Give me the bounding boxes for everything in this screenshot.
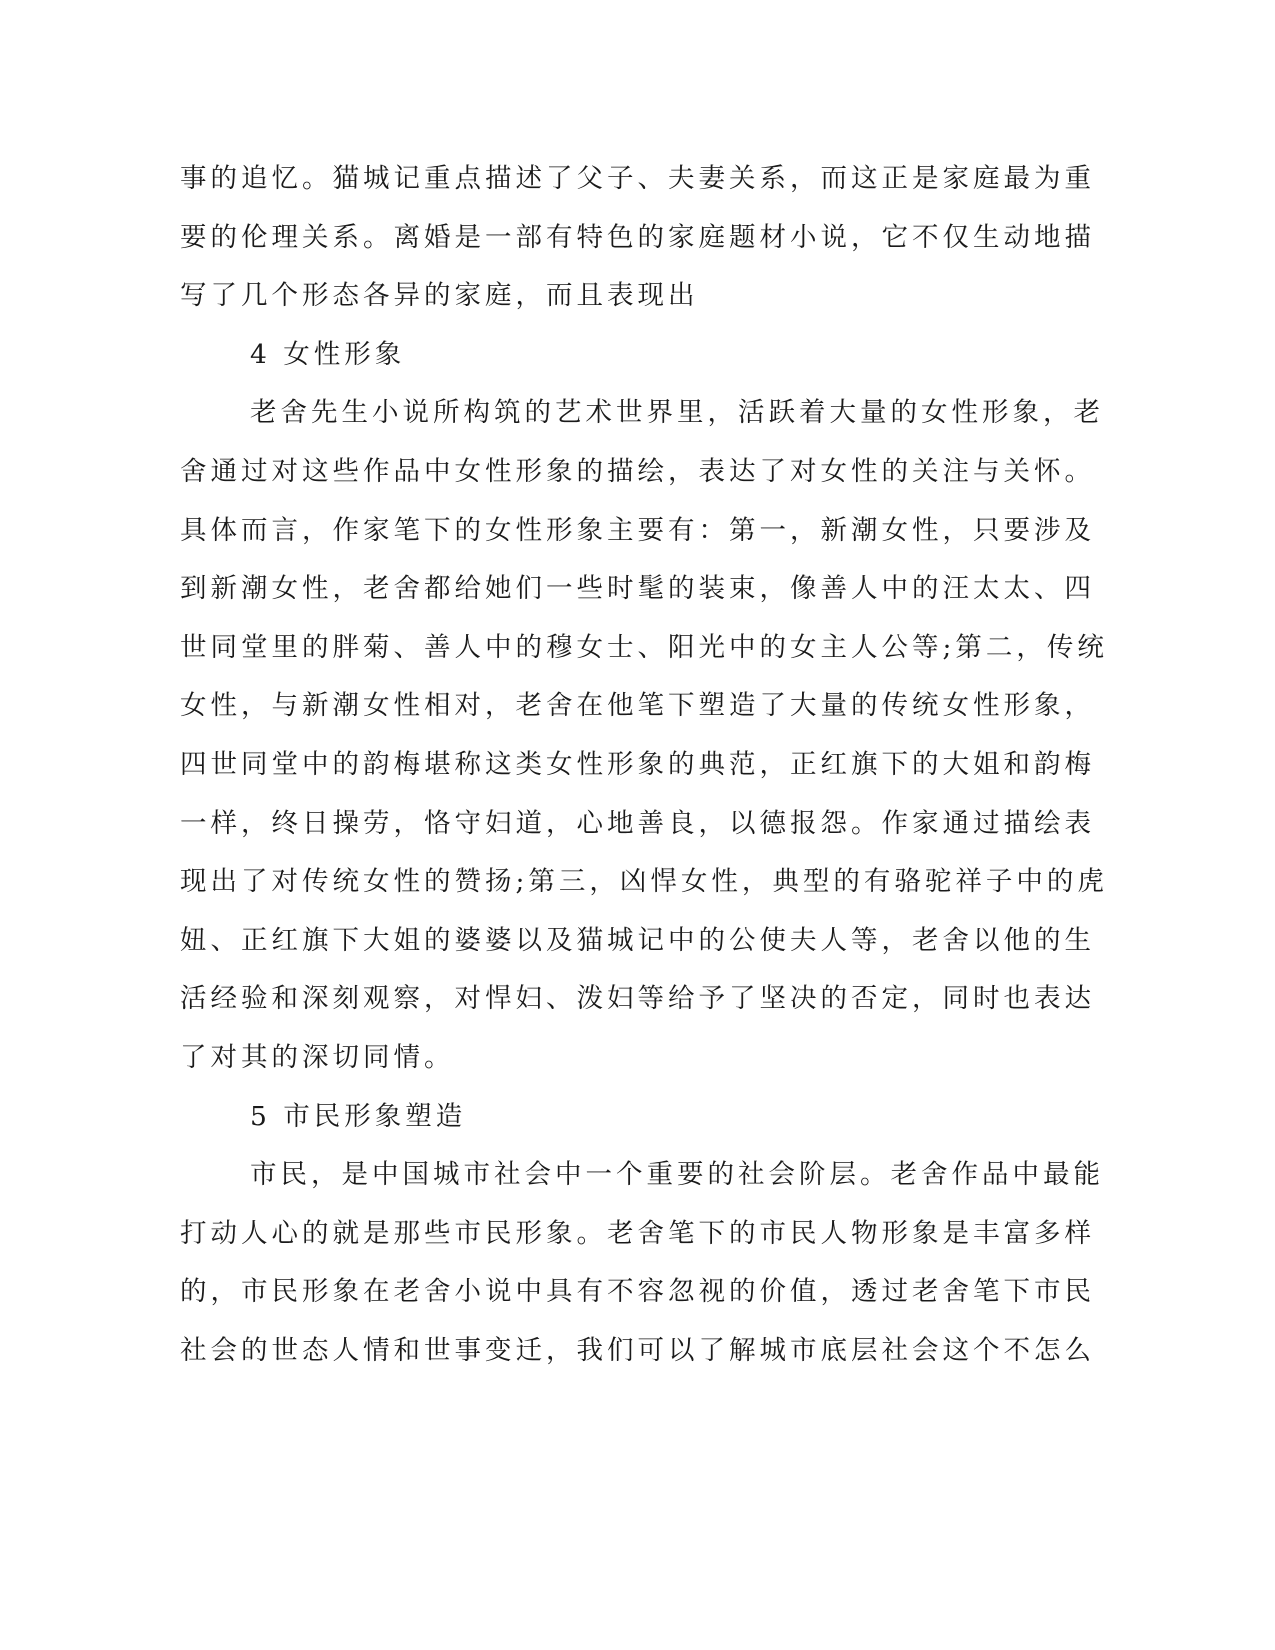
paragraph-family-themes — [180, 150, 1095, 326]
text-line: 打动人心的就是那些市民形象。老舍笔下的市民人物形象是丰富多样 — [180, 1217, 1095, 1249]
text-line: 四世同堂中的韵梅堪称这类女性形象的典范，正红旗下的大姐和韵梅 — [180, 748, 1095, 780]
text-line: 了对其的深切同情。 — [180, 1041, 455, 1073]
text-line: 事的追忆。猫城记重点描述了父子、夫妻关系，而这正是家庭最为重 — [180, 163, 1095, 194]
text-line: 写了几个形态各异的家庭，而且表现出 — [180, 280, 699, 312]
text-line: 妞、正红旗下大姐的婆婆以及猫城记中的公使夫人等，老舍以他的生 — [180, 924, 1095, 956]
text-line: 女性，与新潮女性相对，老舍在他笔下塑造了大量的传统女性形象， — [180, 690, 1095, 722]
text-line: 一样，终日操劳，恪守妇道，心地善良，以德报怨。作家通过描绘表 — [180, 807, 1095, 839]
text-line: 现出了对传统女性的赞扬;第三，凶悍女性，典型的有骆驼祥子中的虎 — [180, 866, 1108, 898]
text-line: 舍通过对这些作品中女性形象的描绘，表达了对女性的关注与关怀。 — [180, 455, 1095, 487]
section-heading-female-images: 4 女性形象 — [250, 338, 406, 370]
section-heading-citizen-images: 5 市民形象塑造 — [250, 1100, 467, 1132]
text-line: 的，市民形象在老舍小说中具有不容忽视的价值，透过老舍笔下市民 — [180, 1276, 1095, 1308]
text-line: 市民，是中国城市社会中一个重要的社会阶层。老舍作品中最能 — [250, 1159, 1104, 1191]
text-line: 社会的世态人情和世事变迁，我们可以了解城市底层社会这个不怎么 — [180, 1334, 1095, 1366]
paragraph-female-images — [180, 384, 1108, 1087]
text-line: 到新潮女性，老舍都给她们一些时髦的装束，像善人中的汪太太、四 — [180, 573, 1095, 605]
paragraph-citizen-images — [180, 1146, 1104, 1380]
text-line: 老舍先生小说所构筑的艺术世界里，活跃着大量的女性形象，老 — [250, 397, 1104, 429]
document-body — [180, 150, 1108, 1380]
text-line: 活经验和深刻观察，对悍妇、泼妇等给予了坚决的否定，同时也表达 — [180, 983, 1095, 1015]
text-line: 具体而言，作家笔下的女性形象主要有：第一，新潮女性，只要涉及 — [180, 514, 1095, 546]
text-line: 世同堂里的胖菊、善人中的穆女士、阳光中的女主人公等;第二，传统 — [180, 631, 1108, 663]
text-line: 要的伦理关系。离婚是一部有特色的家庭题材小说，它不仅生动地描 — [180, 221, 1095, 253]
